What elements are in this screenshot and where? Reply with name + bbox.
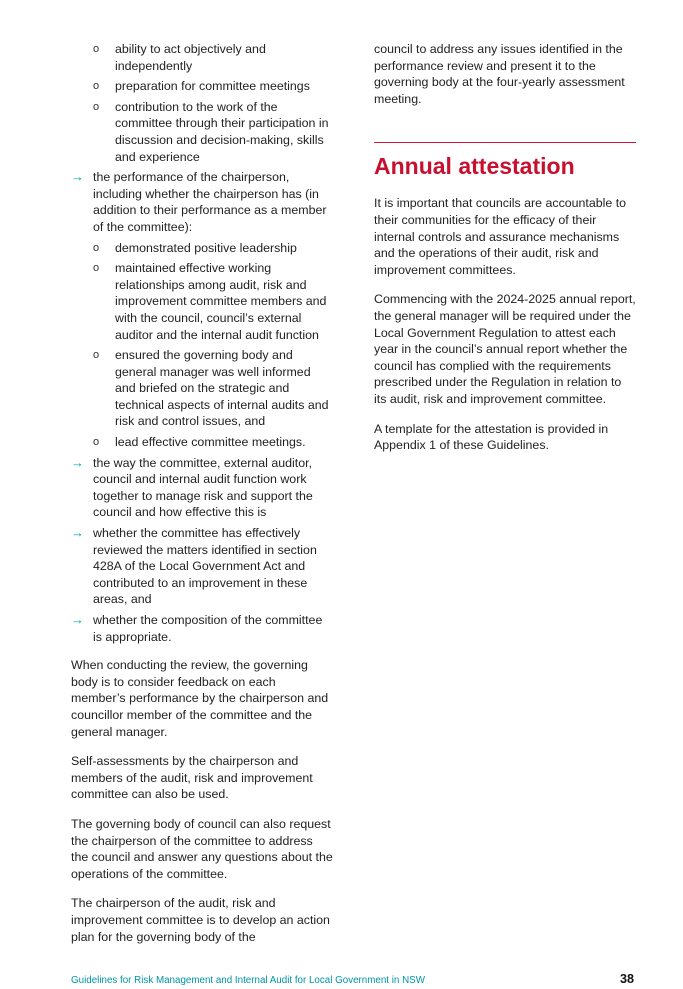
bullet-circle-icon: o — [93, 436, 100, 449]
body-paragraph: It is important that councils are accountable to their communities for the efficacy of their internal controls and assurance mechanisms and the operations of their audit, risk and improvement committees. — [374, 196, 627, 277]
bullet-circle-icon: o — [93, 262, 100, 275]
arrow-right-icon: → — [71, 454, 84, 470]
body-paragraph: The chairperson of the audit, risk and improvement committee is to develop an action plan for the governing body of the — [71, 896, 330, 944]
body-paragraph: A template for the attestation is provided in Appendix 1 of these Guidelines. — [374, 421, 609, 453]
list-item: → whether the composition of the committee is appropriate. — [71, 612, 323, 644]
right-column — [374, 41, 636, 467]
body-paragraph: council to address any issues identified in the performance review and present it to the governing body at the four-yearly assessment meeting. — [374, 42, 625, 106]
list-item: o preparation for committee meetings — [93, 79, 310, 94]
bullet-circle-icon: o — [93, 100, 100, 113]
body-paragraph: Commencing with the 2024-2025 annual report, the general manager will be required under the Local Government Regulation to attest each year in the council’s annual report whether the council has complied with the requirements prescribed under the Regulation in relation to its audit, risk and improvement committee. — [374, 292, 636, 406]
list-item: o ability to act objectively and independently — [93, 42, 266, 73]
list-item: o ensured the governing body and general manager was well informed and briefed on the strategic and technical aspects of internal audits and risk and control issues, and — [93, 348, 329, 429]
page-number: 38 — [619, 972, 634, 986]
bullet-circle-icon: o — [93, 43, 100, 55]
body-paragraph: Self-assessments by the chairperson and members of the audit, risk and improvement committee can also be used. — [71, 754, 313, 802]
bullet-circle-icon: o — [93, 80, 100, 93]
list-item: o maintained effective working relationships among audit, risk and improvement committee members and with the council, council’s external auditor and the internal audit function — [93, 261, 327, 342]
arrow-right-icon: → — [71, 169, 84, 185]
list-item: o demonstrated positive leadership — [93, 240, 297, 255]
body-paragraph: When conducting the review, the governing body is to consider feedback on each member’s performance by the chairperson and councillor member of the committee and the general manager. — [71, 658, 329, 739]
section-divider — [374, 142, 636, 143]
list-item: o lead effective committee meetings. — [93, 435, 306, 450]
footer-title: Guidelines for Risk Management and Internal Audit for Local Government in NSW — [71, 975, 425, 986]
body-paragraph: The governing body of council can also request the chairperson of the committee to address the council and answer any questions about the operations of the committee. — [71, 816, 333, 881]
bullet-circle-icon: o — [93, 349, 100, 362]
list-item: → whether the committee has effectively reviewed the matters identified in section 428A of the Local Government Act and contributed to an improvement in these areas, and — [71, 525, 317, 607]
bullet-circle-icon: o — [93, 241, 100, 254]
section-heading: Annual attestation — [374, 153, 575, 180]
list-item: → the performance of the chairperson, including whether the chairperson has (in addition to their performance as a member of the committee): — [71, 169, 327, 234]
arrow-right-icon: → — [71, 525, 84, 541]
left-column — [71, 41, 333, 958]
list-item: → the way the committee, external auditor, council and internal audit function work together to manage risk and support the council and how effective this is — [71, 454, 313, 520]
arrow-right-icon: → — [71, 612, 84, 627]
list-item: o contribution to the work of the committee through their participation in discussion and decision-making, skills and experience — [93, 99, 329, 164]
